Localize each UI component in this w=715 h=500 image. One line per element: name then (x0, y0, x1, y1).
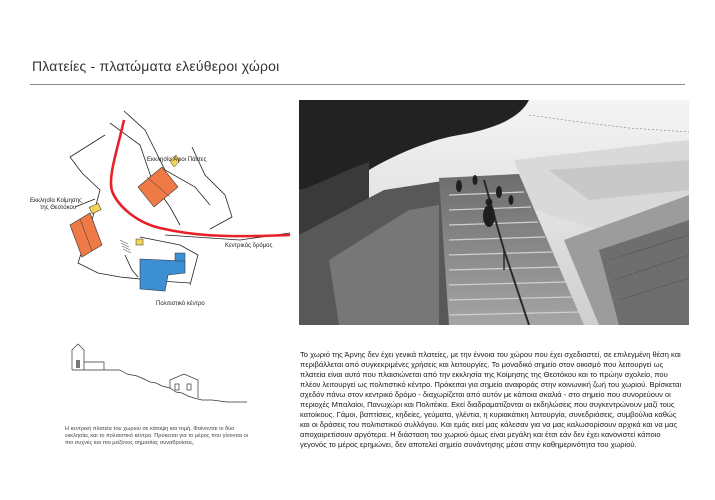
title-divider (30, 84, 685, 85)
cultural-center-building (140, 253, 185, 291)
figure-caption: Η κεντρική πλατεία του χωριού σε κάτοψη και τομή. Φαίνονται οι δύο εκκλησίες και το πολιτιστικό κέντρο. Πρόκειται για το μέρος που γίνονται οι πιο συχνές και πιο μείζονος σημασίας συναθροίσεις. (65, 426, 248, 446)
church-dormition-building (70, 203, 102, 257)
plan-steps (120, 240, 131, 253)
section-drawing (52, 332, 252, 412)
label-church-dormition-2: της Θεοτόκου (40, 205, 77, 211)
square-marker (136, 239, 143, 245)
label-cultural-center: Πολιτιστικό κέντρο (156, 301, 205, 307)
photo-stairs (299, 100, 689, 325)
body-paragraph: Το χωριό της Άρνης δεν έχει γενικά πλατείες, με την έννοια του χώρου που έχει σχεδιαστεί, σε επιλεγμένη θέση και περιβάλλεται από συγκεκριμένες χρήσεις και λειτουργίες. Το μοναδικό σημείο στον οικισμό που λειτουργεί ως πλατεία είναι αυτό που πλαισιώνεται από την εκκλησία της Κοίμησης της Θεοτόκου και το πρώην σχολείο, που πλέον λειτουργεί ως πολιτιστικό κέντρο. Πρόκειται για σημείο αναφοράς στην κοινωνική ζωή του χωριού. Βρίσκεται σχεδόν πάνω στον κεντρικό δρόμο - διαχωρίζεται από αυτόν με κάποια σκαλιά - στο σημείο που συνορεύουν οι περιοχές Μπαλαίοι, Πανωχώρι και Πολιτέικα. Εκεί διαδραματίζονται οι εκδηλώσεις που συγκεντρώνουν μαζί τους κατοίκους. Γάμοι, βαπτίσεις, κηδείες, γεύματα, γλέντια, η κυριακάτικη λειτουργία, συνεδριάσεις, συμβούλια καθώς και οι δράσεις του πολιτιστικού συλλόγου. Και εμάς εκεί μας κάλεσαν για να μας καλωσορίσουν αρχικά και να μας αποχαιρετίσουν αργότερα. Η διάσταση του χωριού όμως είναι μεγάλη και έτσι εάν δεν έχει κανονιστεί κάποιο γεγονός το μέρος ερημώνει, δεν αποτελεί σημείο συνάντησης μέσα στην καθημερινότητα του χωριού. (300, 350, 682, 450)
site-plan (20, 95, 300, 325)
label-church-dormition-1: Εκκλησία Κοίμησης (30, 198, 82, 204)
page-title: Πλατείες - πλατώματα ελεύθεροι χώροι (32, 58, 280, 74)
label-main-road: Κεντρικός δρόμος (225, 243, 273, 249)
section-building (170, 374, 198, 398)
label-church-all-saints: Εκκλησία Άγιοι Πάντες (147, 157, 207, 163)
section-terrain (120, 370, 247, 402)
main-road-line (111, 120, 290, 236)
